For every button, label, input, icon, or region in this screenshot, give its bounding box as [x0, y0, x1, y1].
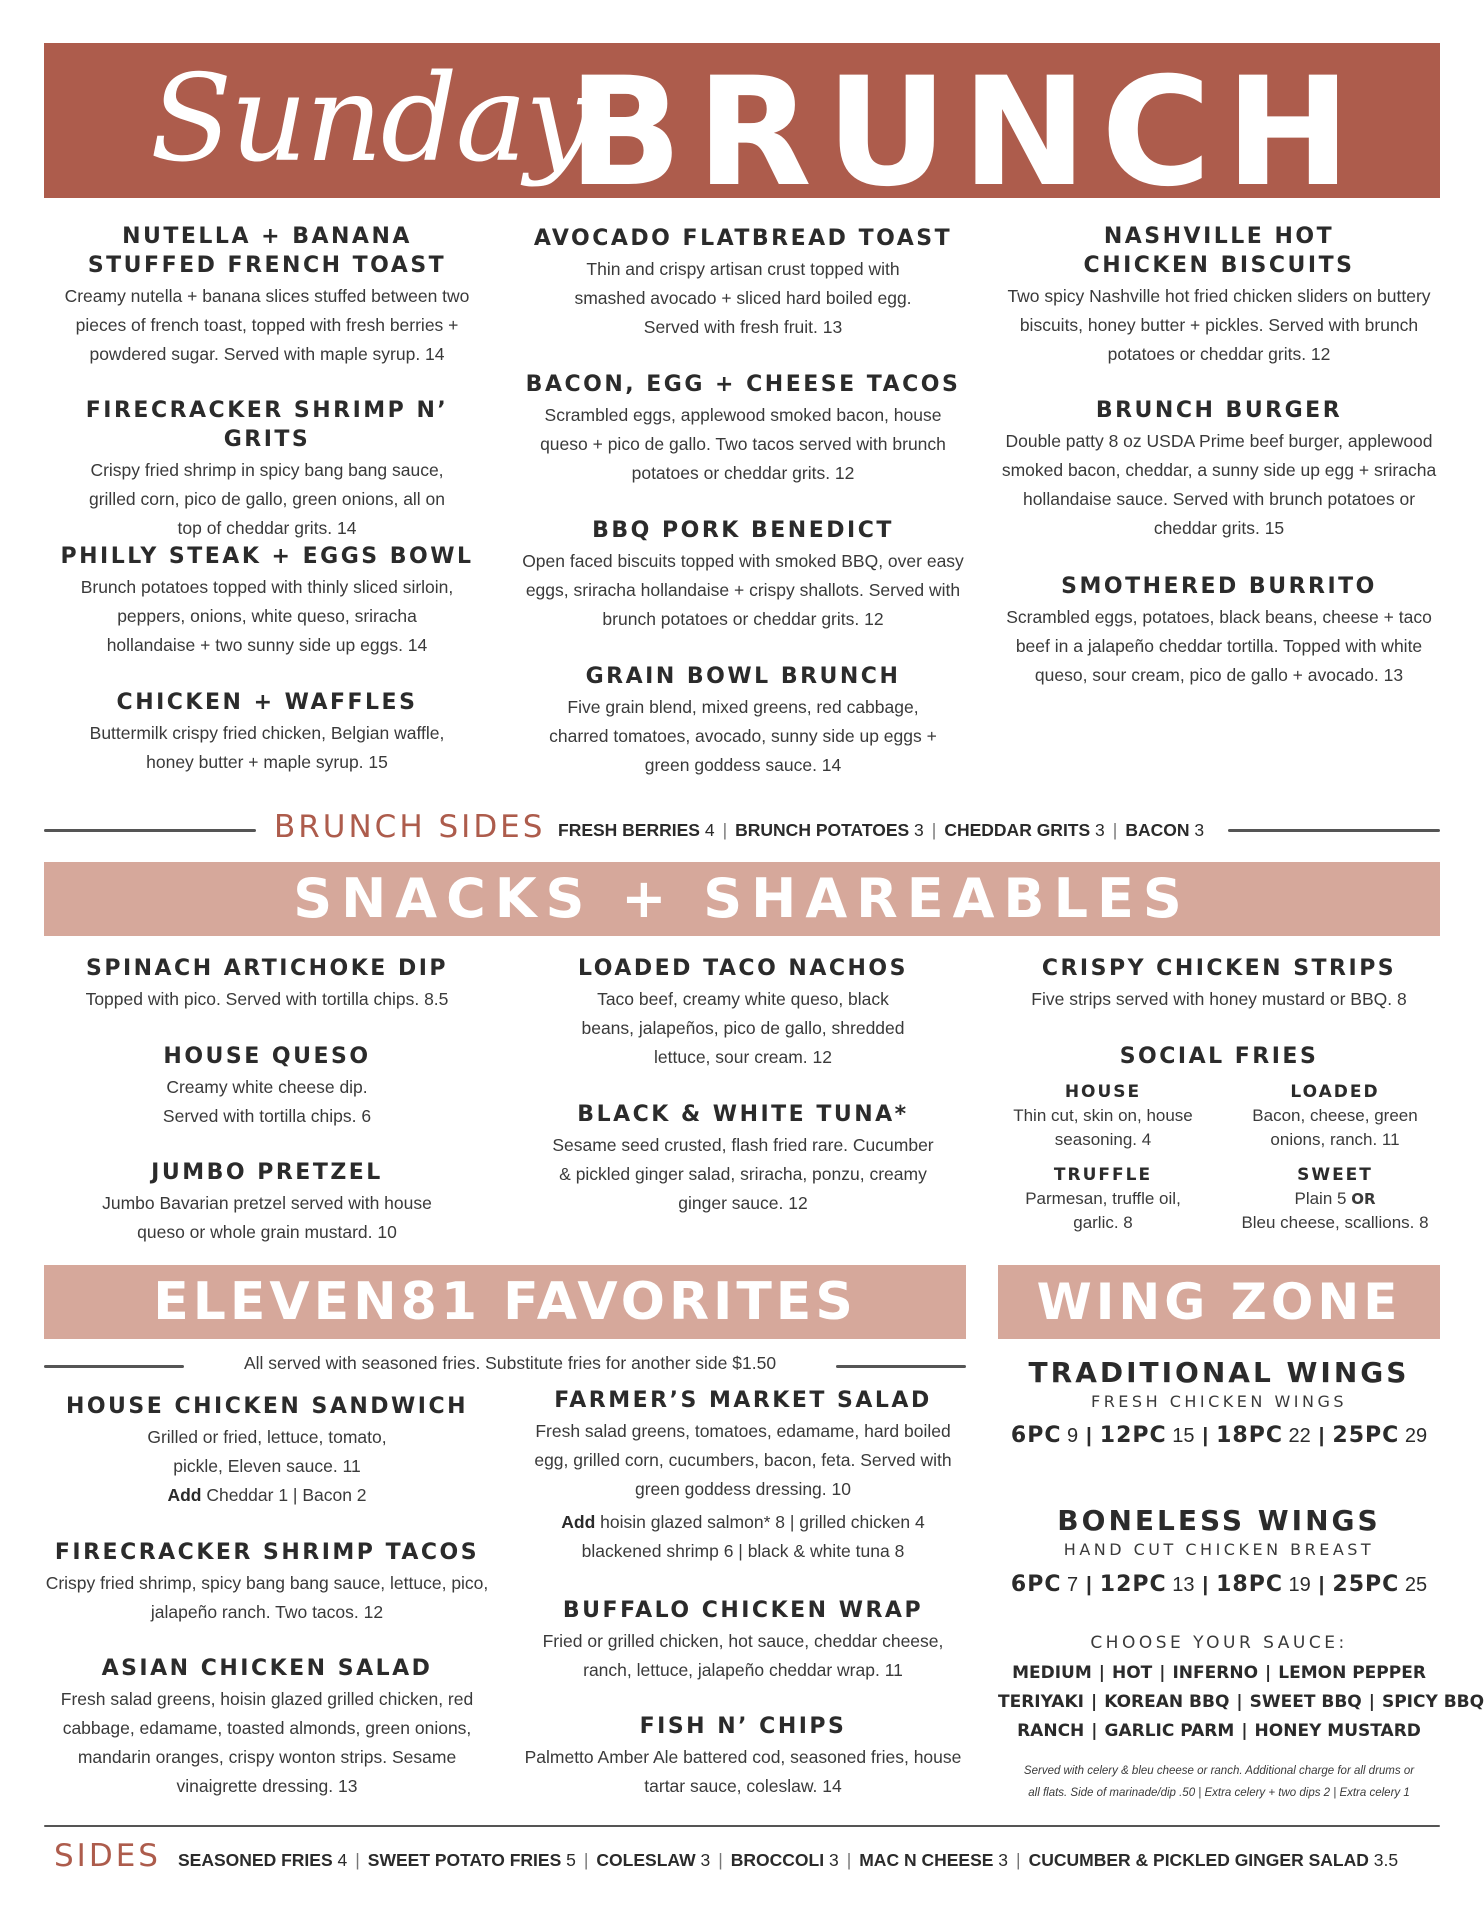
- item-title: FARMER’S MARKET SALAD: [554, 1388, 932, 1413]
- fries-name: SWEET: [1297, 1165, 1373, 1185]
- divider: [44, 1825, 1440, 1827]
- item-add: [520, 1508, 966, 1566]
- wing-price: 19: [1288, 1574, 1311, 1596]
- side-price: 3: [914, 820, 924, 840]
- fries-option: [1230, 1080, 1440, 1152]
- item-desc: Taco beef, creamy white queso, black beans, jalapeños, pico de gallo, shredded lettuce, sour cream. 12: [581, 989, 905, 1067]
- wing-price: 15: [1172, 1425, 1195, 1447]
- sauce: HOT: [1111, 1663, 1153, 1683]
- item-title: FIRECRACKER SHRIMP N’ GRITS: [85, 398, 449, 452]
- item-title: PHILLY STEAK + EGGS BOWL: [60, 544, 474, 569]
- menu-item: [520, 954, 966, 1072]
- wing-pc: 18PC: [1216, 1572, 1283, 1597]
- wing-zone-banner-title: WING ZONE: [1036, 1273, 1402, 1331]
- sauce: INFERNO: [1172, 1663, 1259, 1683]
- side-name: MAC N CHEESE: [859, 1850, 994, 1870]
- add-label: Add: [167, 1485, 202, 1505]
- sauce: MEDIUM: [1012, 1663, 1092, 1683]
- fries-option: [1008, 1080, 1198, 1152]
- wing-fine-print: [998, 1760, 1440, 1804]
- wing-pc: 25PC: [1332, 1572, 1400, 1597]
- item-desc: Crispy fried shrimp in spicy bang bang sauce, grilled corn, pico de gallo, green onions, all on top of cheddar grits. 14: [88, 460, 446, 538]
- item-title: BBQ PORK BENEDICT: [592, 518, 894, 543]
- fries-option: [1008, 1163, 1198, 1235]
- side-name: SEASONED FRIES: [178, 1850, 333, 1870]
- fries-option: [1230, 1163, 1440, 1235]
- traditional-wings-subtitle: FRESH CHICKEN WINGS: [1090, 1392, 1347, 1411]
- fries-desc-a: Plain 5: [1294, 1189, 1352, 1208]
- sauce-heading: CHOOSE YOUR SAUCE:: [1090, 1633, 1348, 1653]
- item-desc: Jumbo Bavarian pretzel served with house queso or whole grain mustard. 10: [102, 1193, 432, 1242]
- fries-name: HOUSE: [1064, 1082, 1142, 1102]
- side-price: 3: [700, 1850, 711, 1870]
- traditional-wings-title: TRADITIONAL WINGS: [1028, 1356, 1410, 1389]
- menu-item: [520, 1386, 966, 1566]
- item-title: ASIAN CHICKEN SALAD: [101, 1656, 433, 1681]
- menu-item: [996, 572, 1442, 690]
- snacks-banner-title: SNACKS + SHAREABLES: [293, 867, 1191, 930]
- item-desc: Five grain blend, mixed greens, red cabbage, charred tomatoes, avocado, sunny side up eggs + green goddess sauce. 14: [549, 697, 937, 775]
- item-desc: Thin and crispy artisan crust topped with smashed avocado + sliced hard boiled egg. Served with fresh fruit. 13: [574, 259, 912, 337]
- menu-item: [44, 1538, 490, 1627]
- fine-print-line: Served with celery & bleu cheese or ranch. Additional charge for all drums or: [1023, 1765, 1415, 1777]
- boneless-wings-subtitle: HAND CUT CHICKEN BREAST: [1063, 1540, 1375, 1559]
- sauce: LEMON PEPPER: [1278, 1663, 1426, 1683]
- item-desc: Five strips served with honey mustard or BBQ. 8: [1031, 989, 1407, 1009]
- item-title: HOUSE CHICKEN SANDWICH: [65, 1394, 469, 1419]
- item-title: LOADED TACO NACHOS: [578, 956, 908, 981]
- menu-item: [996, 954, 1442, 1014]
- menu-item: [44, 1042, 490, 1131]
- item-title: JUMBO PRETZEL: [151, 1160, 383, 1185]
- sauce: SWEET BBQ: [1249, 1692, 1362, 1712]
- item-title: BLACK & WHITE TUNA*: [577, 1102, 909, 1127]
- side-name: BROCCOLI: [730, 1850, 825, 1870]
- side-name: CUCUMBER & PICKLED GINGER SALAD: [1028, 1850, 1369, 1870]
- fine-print-line: all flats. Side of marinade/dip .50 | Extra celery + two dips 2 | Extra celery 1: [1028, 1787, 1410, 1799]
- boneless-wings-prices: 6PC 7 | 12PC 13 | 18PC 19 | 25PC 25: [1010, 1572, 1428, 1597]
- item-desc: Fried or grilled chicken, hot sauce, cheddar cheese, ranch, lettuce, jalapeño cheddar wrap. 11: [542, 1631, 944, 1680]
- item-desc: Creamy nutella + banana slices stuffed between two pieces of french toast, topped with fresh berries + powdered sugar. Served with maple syrup. 14: [64, 286, 470, 364]
- item-title: HOUSE QUESO: [163, 1044, 371, 1069]
- side-name: SWEET POTATO FRIES: [367, 1850, 562, 1870]
- traditional-wings-prices: 6PC 9 | 12PC 15 | 18PC 22 | 25PC 29: [1010, 1423, 1428, 1448]
- sauce: KOREAN BBQ: [1104, 1692, 1230, 1712]
- menu-item: [520, 516, 966, 634]
- wing-price: 22: [1288, 1425, 1311, 1447]
- menu-item: [44, 1392, 490, 1510]
- item-title: SMOTHERED BURRITO: [1061, 574, 1377, 599]
- wing-price: 7: [1067, 1574, 1079, 1596]
- menu-item: [520, 1596, 966, 1685]
- fries-desc: Parmesan, truffle oil, garlic. 8: [1025, 1189, 1181, 1232]
- item-desc: Creamy white cheese dip. Served with tortilla chips. 6: [162, 1077, 372, 1126]
- fries-name: TRUFFLE: [1053, 1165, 1153, 1185]
- item-desc: Brunch potatoes topped with thinly sliced sirloin, peppers, onions, white queso, sriracha hollandaise + two sunny side up eggs. 14: [80, 577, 454, 655]
- add-text: hoisin glazed salmon* 8 | grilled chicken 4 blackened shrimp 6 | black & white tuna 8: [581, 1512, 925, 1561]
- menu-item: [44, 688, 490, 777]
- menu-item: [520, 224, 966, 342]
- item-title: BRUNCH BURGER: [1095, 398, 1343, 423]
- item-title: NUTELLA + BANANA STUFFED FRENCH TOAST: [87, 224, 447, 278]
- item-desc: Crispy fried shrimp, spicy bang bang sauce, lettuce, pico, jalapeño ranch. Two tacos. 12: [45, 1573, 489, 1622]
- menu-item: [520, 1100, 966, 1218]
- menu-item: [44, 1158, 490, 1247]
- sauce: SPICY BBQ: [1381, 1692, 1484, 1712]
- sides-label: SIDES: [54, 1838, 161, 1874]
- side-price: 3: [1095, 820, 1105, 840]
- menu-item: [44, 396, 490, 543]
- item-title: CHICKEN + WAFFLES: [116, 690, 418, 715]
- menu-item: [44, 542, 490, 660]
- divider: [1228, 829, 1440, 832]
- sauce: HONEY MUSTARD: [1254, 1721, 1421, 1741]
- sides-list: SEASONED FRIES 4 | SWEET POTATO FRIES 5 | COLESLAW 3 | BROCCOLI 3 | MAC N CHEESE 3 | CUCUMBER & PICKLED GINGER SALAD 3.5: [178, 1850, 1399, 1870]
- item-desc: Topped with pico. Served with tortilla chips. 8.5: [85, 989, 449, 1009]
- sauce: RANCH: [1017, 1721, 1085, 1741]
- boneless-wings-title: BONELESS WINGS: [1057, 1504, 1381, 1537]
- sauce-row: TERIYAKI | KOREAN BBQ | SWEET BBQ | SPICY BBQ: [998, 1692, 1484, 1712]
- menu-item: [996, 396, 1442, 543]
- fries-desc: Bacon, cheese, green onions, ranch. 11: [1252, 1106, 1418, 1149]
- divider: [836, 1365, 966, 1368]
- menu-item: [44, 954, 490, 1014]
- side-price: 3: [828, 1850, 839, 1870]
- item-desc: Buttermilk crispy fried chicken, Belgian waffle, honey butter + maple syrup. 15: [89, 723, 445, 772]
- wing-price: 29: [1404, 1425, 1428, 1447]
- wing-price: 9: [1067, 1425, 1079, 1447]
- fries-desc: [1230, 1187, 1440, 1235]
- brunch-sides-label: BRUNCH SIDES: [274, 809, 546, 845]
- item-title: BUFFALO CHICKEN WRAP: [562, 1598, 924, 1623]
- sauce: TERIYAKI: [998, 1692, 1084, 1712]
- brunch-sides-list: FRESH BERRIES 4 | BRUNCH POTATOES 3 | CHEDDAR GRITS 3 | BACON 3: [558, 820, 1205, 840]
- wing-pc: 6PC: [1010, 1572, 1062, 1597]
- favorites-banner-title: ELEVEN81 FAVORITES: [153, 1272, 857, 1332]
- menu-item: [996, 222, 1442, 369]
- sauce: GARLIC PARM: [1104, 1721, 1235, 1741]
- wing-pc: 6PC: [1010, 1423, 1062, 1448]
- side-price: 4: [704, 820, 715, 840]
- item-title: FIRECRACKER SHRIMP TACOS: [54, 1540, 480, 1565]
- wing-pc: 25PC: [1332, 1423, 1400, 1448]
- menu-item: [44, 1654, 490, 1801]
- item-title: BACON, EGG + CHEESE TACOS: [525, 372, 961, 397]
- divider: [44, 1365, 184, 1368]
- menu-item: [44, 222, 490, 369]
- fries-name: LOADED: [1290, 1082, 1380, 1102]
- social-fries: [996, 1042, 1442, 1071]
- item-add: [44, 1481, 490, 1510]
- header-big-word: BRUNCH: [568, 46, 1365, 220]
- side-name: BACON: [1125, 820, 1190, 840]
- item-desc: Two spicy Nashville hot fried chicken sliders on buttery biscuits, honey butter + pickles. Served with brunch potatoes or cheddar grits. 12: [1007, 286, 1431, 364]
- item-desc: Double patty 8 oz USDA Prime beef burger, applewood smoked bacon, cheddar, a sunny side up egg + sriracha hollandaise sauce. Served with brunch potatoes or cheddar grits. 15: [1001, 431, 1437, 538]
- menu-item: [520, 662, 966, 780]
- add-label: Add: [561, 1512, 596, 1532]
- item-title: SOCIAL FRIES: [1119, 1044, 1319, 1069]
- item-title: AVOCADO FLATBREAD TOAST: [533, 226, 953, 251]
- side-name: FRESH BERRIES: [558, 820, 700, 840]
- add-text: Cheddar 1 | Bacon 2: [201, 1485, 367, 1505]
- item-title: GRAIN BOWL BRUNCH: [585, 664, 901, 689]
- fries-desc: Thin cut, skin on, house seasoning. 4: [1013, 1106, 1193, 1149]
- favorites-note: All served with seasoned fries. Substitute fries for another side $1.50: [243, 1353, 777, 1373]
- item-desc: Scrambled eggs, applewood smoked bacon, house queso + pico de gallo. Two tacos served with brunch potatoes or cheddar grits. 12: [540, 405, 946, 483]
- item-title: SPINACH ARTICHOKE DIP: [85, 956, 449, 981]
- item-desc: Grilled or fried, lettuce, tomato, pickle, Eleven sauce. 11: [147, 1427, 387, 1476]
- item-desc: Scrambled eggs, potatoes, black beans, cheese + taco beef in a jalapeño cheddar tortilla. Topped with white queso, sour cream, pico de gallo + avocado. 13: [1006, 607, 1432, 685]
- menu-item: [520, 1712, 966, 1801]
- side-price: 3: [998, 1850, 1009, 1870]
- item-desc: Fresh salad greens, hoisin glazed grilled chicken, red cabbage, edamame, toasted almonds, green onions, mandarin oranges, crispy wonton strips. Sesame vinaigrette dressing. 13: [60, 1689, 474, 1796]
- item-desc: Fresh salad greens, tomatoes, edamame, hard boiled egg, grilled corn, cucumbers, bacon, feta. Served with green goddess dressing. 10: [534, 1421, 952, 1499]
- sauce-row: MEDIUM | HOT | INFERNO | LEMON PEPPER: [1012, 1663, 1426, 1683]
- side-price: 3: [1194, 820, 1205, 840]
- item-desc: Open faced biscuits topped with smoked BBQ, over easy eggs, sriracha hollandaise + crispy shallots. Served with brunch potatoes or cheddar grits. 12: [522, 551, 964, 629]
- item-desc: Palmetto Amber Ale battered cod, seasoned fries, house tartar sauce, coleslaw. 14: [524, 1747, 962, 1796]
- wing-pc: 12PC: [1099, 1423, 1167, 1448]
- wing-pc: 12PC: [1099, 1572, 1167, 1597]
- item-title: NASHVILLE HOT CHICKEN BISCUITS: [1083, 224, 1355, 278]
- item-desc: Sesame seed crusted, flash fried rare. Cucumber & pickled ginger salad, sriracha, ponzu, creamy ginger sauce. 12: [552, 1135, 934, 1213]
- divider: [44, 829, 256, 832]
- sauce-row: RANCH | GARLIC PARM | HONEY MUSTARD: [1017, 1721, 1421, 1741]
- menu-item: [520, 370, 966, 488]
- item-title: CRISPY CHICKEN STRIPS: [1041, 956, 1397, 981]
- wing-pc: 18PC: [1216, 1423, 1283, 1448]
- side-name: CHEDDAR GRITS: [944, 820, 1091, 840]
- wing-price: 13: [1172, 1574, 1195, 1596]
- fries-or: OR: [1351, 1190, 1376, 1208]
- item-title: FISH N’ CHIPS: [639, 1714, 847, 1739]
- side-price: 4: [337, 1850, 348, 1870]
- header-script-word: Sunday: [150, 50, 591, 189]
- side-price: 5: [566, 1850, 576, 1870]
- wing-price: 25: [1404, 1574, 1428, 1596]
- side-name: BRUNCH POTATOES: [735, 820, 910, 840]
- fries-desc-b: Bleu cheese, scallions. 8: [1241, 1213, 1429, 1232]
- side-price: 3.5: [1373, 1850, 1399, 1870]
- side-name: COLESLAW: [596, 1850, 696, 1870]
